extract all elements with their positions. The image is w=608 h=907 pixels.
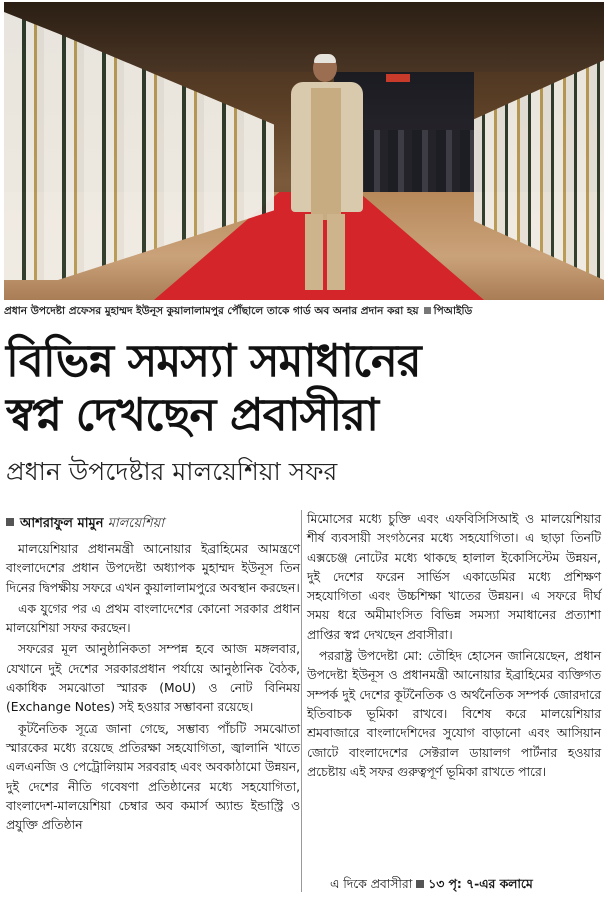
continuation-lead: এ দিকে প্রবাসীরা <box>330 877 413 891</box>
article-paragraph: কূটনৈতিক সূত্রে জানা গেছে, সম্ভাব্য পাঁচটি সমঝোতা স্মারকের মধ্যে রয়েছে প্রতিরক্ষা সহযোগিতা, জ্বালানি খাতে এলএনজি ও পেট্রোলিয়াম সরবরাহ এবং অবকাঠামো উন্নয়ন, দুই দেশের নীতি গবেষণা প্রতিষ্ঠানের মধ্যে সহযোগিতা, বাংলাদেশ-মালয়েশিয়া চেম্বার অব কমার্স অ্যান্ড ইন্ডাস্ট্রি ও প্রযুক্তি প্রতিষ্ঠান <box>6 721 300 833</box>
photo-caption <box>4 304 604 321</box>
continuation-square-icon <box>416 880 424 888</box>
continuation-page-ref[interactable]: ১৩ পৃ: ৭-এর কলামে <box>428 877 533 891</box>
byline-location: মালয়েশিয়া <box>107 516 165 531</box>
photo-person-hair <box>314 54 336 63</box>
byline <box>6 514 164 535</box>
article-column-1 <box>6 540 300 837</box>
credit-square-icon <box>424 307 431 314</box>
article-paragraph: মালয়েশিয়ার প্রধানমন্ত্রী আনোয়ার ইব্রাহিমের আমন্ত্রণে বাংলাদেশের প্রধান উপদেষ্টা অধ্যাপক মুহাম্মদ ইউনূস তিন দিনের দ্বিপক্ষীয় সফরে এখন কুয়ালালামপুরে অবস্থান করছেন। <box>6 542 300 595</box>
photo-red-sign <box>386 74 410 82</box>
photo-person-kurta <box>311 88 341 220</box>
article-paragraph: মিমোসের মধ্যে চুক্তি এবং এফবিসিসিআই ও মালয়েশিয়ার শীর্ষ ব্যবসায়ী সংগঠনের মধ্যে সহযোগিতা। এ ছাড়া তিনটি এক্সচেঞ্জ নোটের মধ্যে থাকছে হালাল ইকোসিস্টেম উন্নয়ন, দুই দেশের ফরেন সার্ভিস একাডেমির মধ্যে প্রশিক্ষণ সহযোগিতা এবং উচ্চশিক্ষা খাতের উন্নয়ন। এ সফরে দীর্ঘ সময় ধরে অমীমাংসিত বিভিন্ন সমস্যা সমাধানের প্রত্যাশা প্রাপ্তির স্বপ্ন দেখছেন প্রবাসীরা। <box>307 512 601 642</box>
photo-credit: পিআইডি <box>433 305 473 317</box>
byline-author: আশরাফুল মামুন <box>20 516 104 531</box>
photo-crowd <box>364 130 484 192</box>
caption-text: প্রধান উপদেষ্টা প্রফেসর মুহাম্মদ ইউনূস কুয়ালালামপুর পৌঁছালে তাকে গার্ড অব অনার প্রদান করা হয় <box>4 305 419 317</box>
subheadline: প্রধান উপদেষ্টার মালয়েশিয়া সফর <box>6 457 338 486</box>
article-paragraph: পররাষ্ট্র উপদেষ্টা মো: তৌহিদ হোসেন জানিয়েছেন, প্রধান উপদেষ্টা ইউনূস ও প্রধানমন্ত্রী আনোয়ার ইব্রাহিমের ব্যক্তিগত সম্পর্ক দুই দেশের কূটনৈতিক ও অর্থনৈতিক সম্পর্ক জোরদারে ইতিবাচক ভূমিকা রাখবে। বিশেষ করে মালয়েশিয়ার শ্রমবাজারে বাংলাদেশিদের সুযোগ বাড়ানো এবং আসিয়ান জোটে বাংলাদেশের সেক্টরাল ডায়ালগ পার্টনার হওয়ার প্রচেষ্টায় এই সফর গুরুত্বপূর্ণ ভূমিকা রাখতে পারে। <box>307 649 601 779</box>
continuation-line <box>330 876 533 896</box>
article-paragraph: সফরের মূল আনুষ্ঠানিকতা সম্পন্ন হবে আজ মঙ্গলবার, যেখানে দুই দেশের সরকারপ্রধান পর্যায়ে আনুষ্ঠানিক বৈঠক, একাধিক সমঝোতা স্মারক (MoU) ও নোট বিনিময় (Exchange Notes) সই হওয়ার সম্ভাবনা রয়েছে। <box>6 642 300 715</box>
article-paragraph: এক যুগের পর এ প্রথম বাংলাদেশের কোনো সরকার প্রধান মালয়েশিয়া সফর করছেন। <box>6 601 300 636</box>
photo-person-legs <box>305 214 345 290</box>
headline-line-1: বিভিন্ন সমস্যা সমাধানের <box>6 334 421 387</box>
headline-line-2: স্বপ্ন দেখছেন প্রবাসীরা <box>6 388 379 441</box>
column-divider <box>301 510 302 892</box>
article-column-2 <box>307 510 601 784</box>
news-photo <box>4 2 604 300</box>
photo-chief-adviser <box>287 54 367 294</box>
byline-square-icon <box>6 518 14 526</box>
